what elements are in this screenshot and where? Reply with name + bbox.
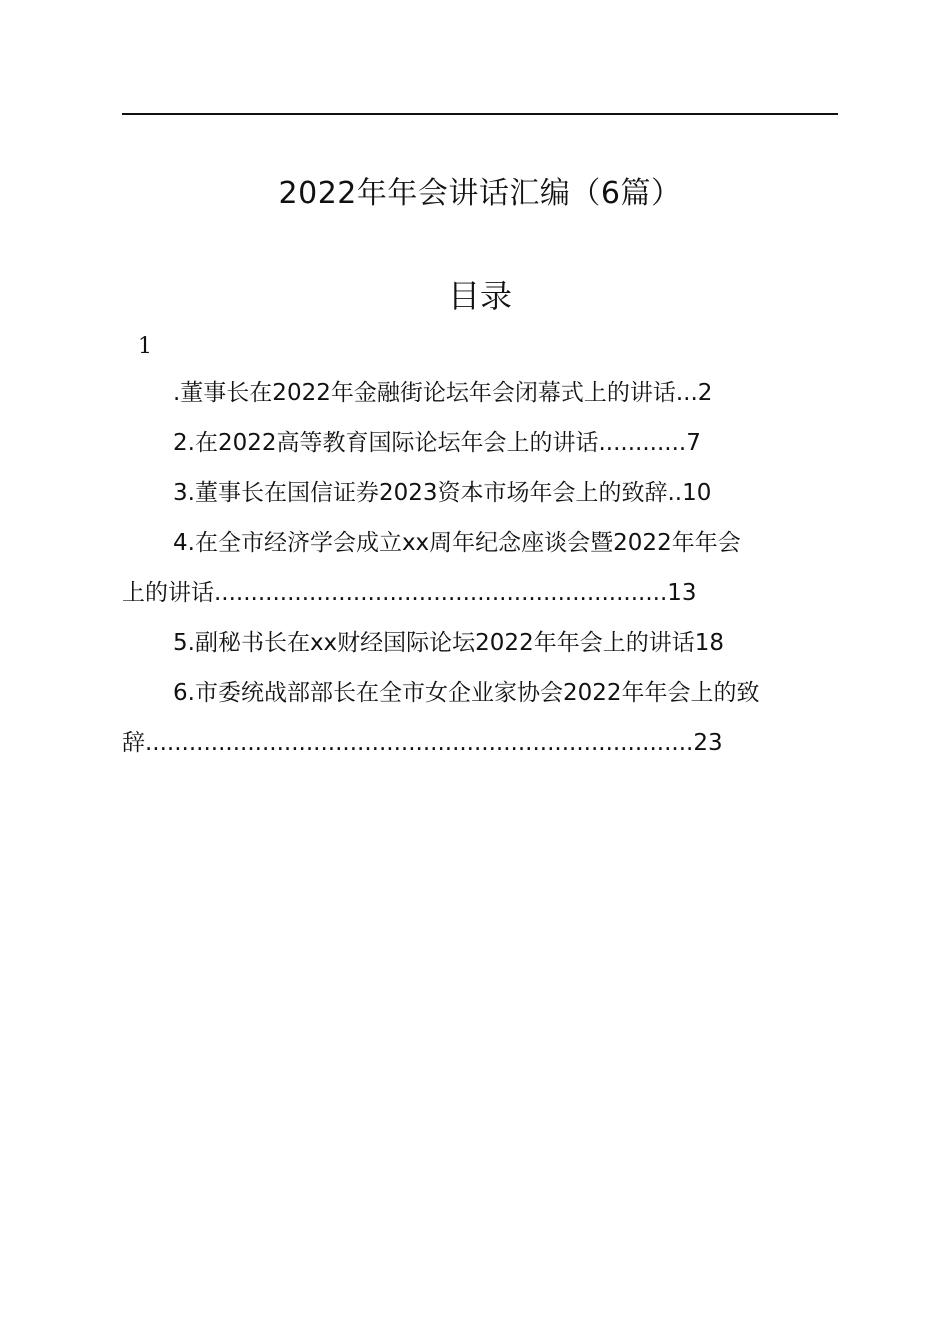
toc-entry-1[interactable]: .董事长在2022年金融街论坛年会闭幕式上的讲话...2 <box>173 380 713 406</box>
toc-entry-6[interactable]: 6.市委统战部部长在全市女企业家协会2022年年会上的致 <box>173 680 760 706</box>
toc-entry-2[interactable]: 2.在2022高等教育国际论坛年会上的讲话............7 <box>173 430 701 456</box>
toc-entry-3[interactable]: 3.董事长在国信证券2023资本市场年会上的致辞..10 <box>173 480 712 506</box>
toc-entry-5[interactable]: 5.副秘书长在xx财经国际论坛2022年年会上的讲话18 <box>173 630 724 656</box>
list-number-marker: 1 <box>138 334 152 359</box>
toc-entry-6-continuation[interactable]: 辞...........................................................................23 <box>122 730 723 756</box>
header-rule <box>122 113 838 115</box>
table-of-contents <box>122 368 842 768</box>
toc-entry-4[interactable]: 4.在全市经济学会成立xx周年纪念座谈会暨2022年年会 <box>173 530 741 556</box>
toc-entry-4-continuation[interactable]: 上的讲话..............................................................13 <box>122 580 697 606</box>
toc-heading: 目录 <box>447 277 512 315</box>
document-title: 2022年年会讲话汇编（6篇） <box>278 176 682 211</box>
